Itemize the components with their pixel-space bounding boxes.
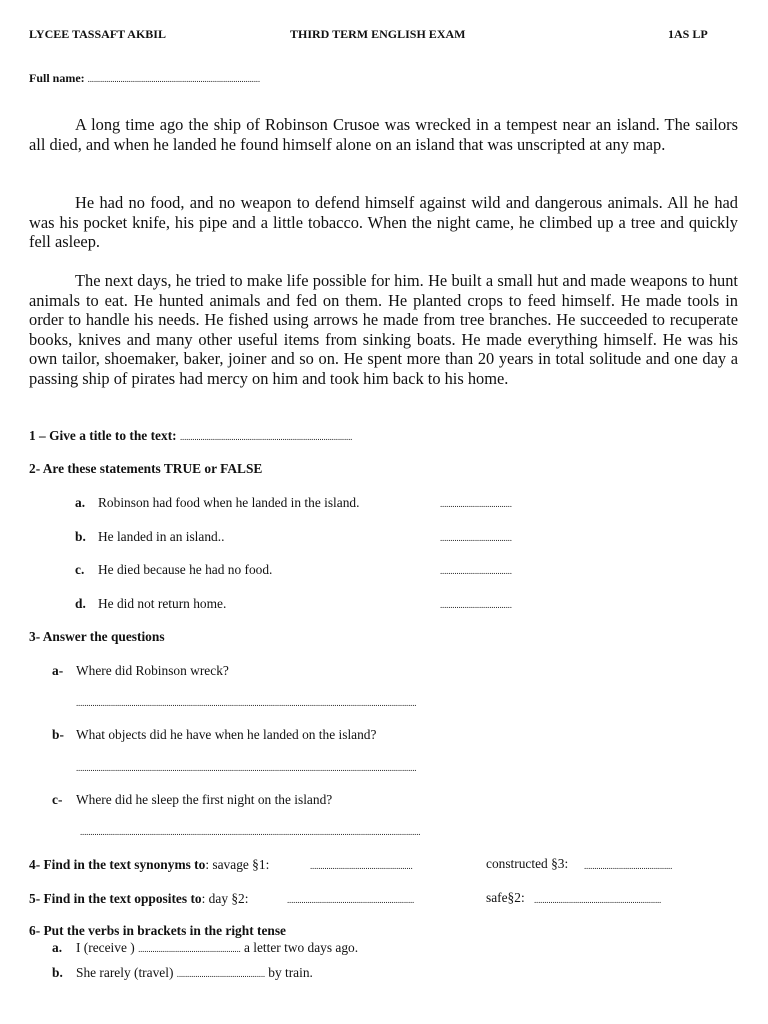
class-level: 1AS LP (668, 27, 708, 41)
question-1-label: 1 – Give a title to the text: (29, 428, 180, 443)
question-5-word-1: : day §2: (201, 891, 249, 906)
question-1-answer-dots: .................................................................................... (179, 432, 353, 442)
q4-answer-2[interactable]: ........................................... (584, 861, 673, 871)
q6-item-a-before: I (receive ) (76, 940, 139, 955)
fullname-dots: .................................................................................... (87, 74, 260, 84)
q4-answer-1[interactable]: .................................................. (310, 861, 413, 871)
q2-item-a: a. (75, 495, 86, 510)
q2-item-b-answer[interactable]: ................................... (440, 533, 512, 543)
q3-item-a-text: Where did Robinson wreck? (76, 663, 229, 678)
q3-item-b: b- (52, 727, 64, 742)
question-4-label: 4- Find in the text synonyms to (29, 857, 206, 872)
q3-item-b-answer[interactable]: ...................................................................................................................................................................... (76, 763, 417, 773)
question-5 (29, 890, 248, 908)
q6-item-a-after: a letter two days ago. (240, 940, 359, 955)
q3-item-c-answer[interactable]: ...................................................................................................................................................................... (80, 827, 421, 837)
q6-item-b-sentence (76, 965, 313, 981)
q3-item-a: a- (52, 663, 64, 678)
q6-item-a-sentence (76, 940, 358, 956)
q2-item-a-text: Robinson had food when he landed in the island. (98, 495, 360, 510)
q2-item-c-answer[interactable]: ................................... (440, 566, 512, 576)
exam-title: THIRD TERM ENGLISH EXAM (290, 27, 466, 41)
q2-item-d-answer[interactable]: ................................... (440, 600, 512, 610)
question-4-word-1: : savage §1: (205, 857, 270, 872)
q2-item-c-text: He died because he had no food. (98, 562, 273, 577)
q3-item-b-text: What objects did he have when he landed on the island? (76, 727, 377, 742)
paragraph-3: The next days, he tried to make life possible for him. He built a small hut and made weapons to hunt animals to eat. He hunted animals and fed on them. He planted crops to feed himself. He made tools in order to handle his needs. He fished using arrows he made from tree branches. He succeeded to recuperate books, knives and many other useful items from sinking boats. He made everything himself. He was his own tailor, shoemaker, baker, joiner and so on. He spent more than 20 years in total solitude and one day a passing ship of pirates had mercy on him and took him back to his home. (29, 271, 738, 388)
q3-item-c-text: Where did he sleep the first night on the island? (76, 792, 333, 807)
q5-answer-1[interactable]: .............................................................. (287, 895, 415, 905)
q6-item-b-after: by train. (264, 965, 313, 980)
question-4-word-2: constructed §3: (486, 856, 569, 871)
q6-item-a-answer[interactable]: .................................................. (138, 944, 241, 954)
question-3-title: 3- Answer the questions (29, 629, 165, 644)
fullname-label: Full name: (29, 71, 88, 85)
paragraph-1: A long time ago the ship of Robinson Crusoe was wrecked in a tempest near an island. The sailors all died, and when he landed he found himself alone on an island that was unscripted at any map. (29, 115, 738, 154)
q3-item-c: c- (52, 792, 63, 807)
q2-item-a-answer[interactable]: ................................... (440, 499, 512, 509)
question-4 (29, 856, 269, 874)
q3-item-a-answer[interactable]: ...................................................................................................................................................................... (76, 698, 417, 708)
question-1[interactable] (29, 427, 352, 445)
q5-answer-2[interactable]: .............................................................. (534, 895, 662, 905)
fullname-field[interactable] (29, 69, 260, 87)
school-name: LYCEE TASSAFT AKBIL (29, 27, 166, 41)
q6-item-b: b. (52, 965, 63, 980)
q2-item-d: d. (75, 596, 86, 611)
question-6-title: 6- Put the verbs in brackets in the right tense (29, 923, 287, 938)
q6-item-b-answer[interactable]: ........................................... (176, 969, 265, 979)
question-2-title: 2- Are these statements TRUE or FALSE (29, 461, 263, 476)
q2-item-b-text: He landed in an island.. (98, 529, 225, 544)
question-5-label: 5- Find in the text opposites to (29, 891, 202, 906)
paragraph-2: He had no food, and no weapon to defend himself against wild and dangerous animals. All he had was his pocket knife, his pipe and a little tobacco. When the night came, he climbed up a tree and quickly fell asleep. (29, 193, 738, 252)
q6-item-a: a. (52, 940, 63, 955)
q6-item-b-before: She rarely (travel) (76, 965, 177, 980)
q2-item-c: c. (75, 562, 85, 577)
q2-item-b: b. (75, 529, 86, 544)
question-5-word-2: safe§2: (486, 890, 525, 905)
q2-item-d-text: He did not return home. (98, 596, 227, 611)
